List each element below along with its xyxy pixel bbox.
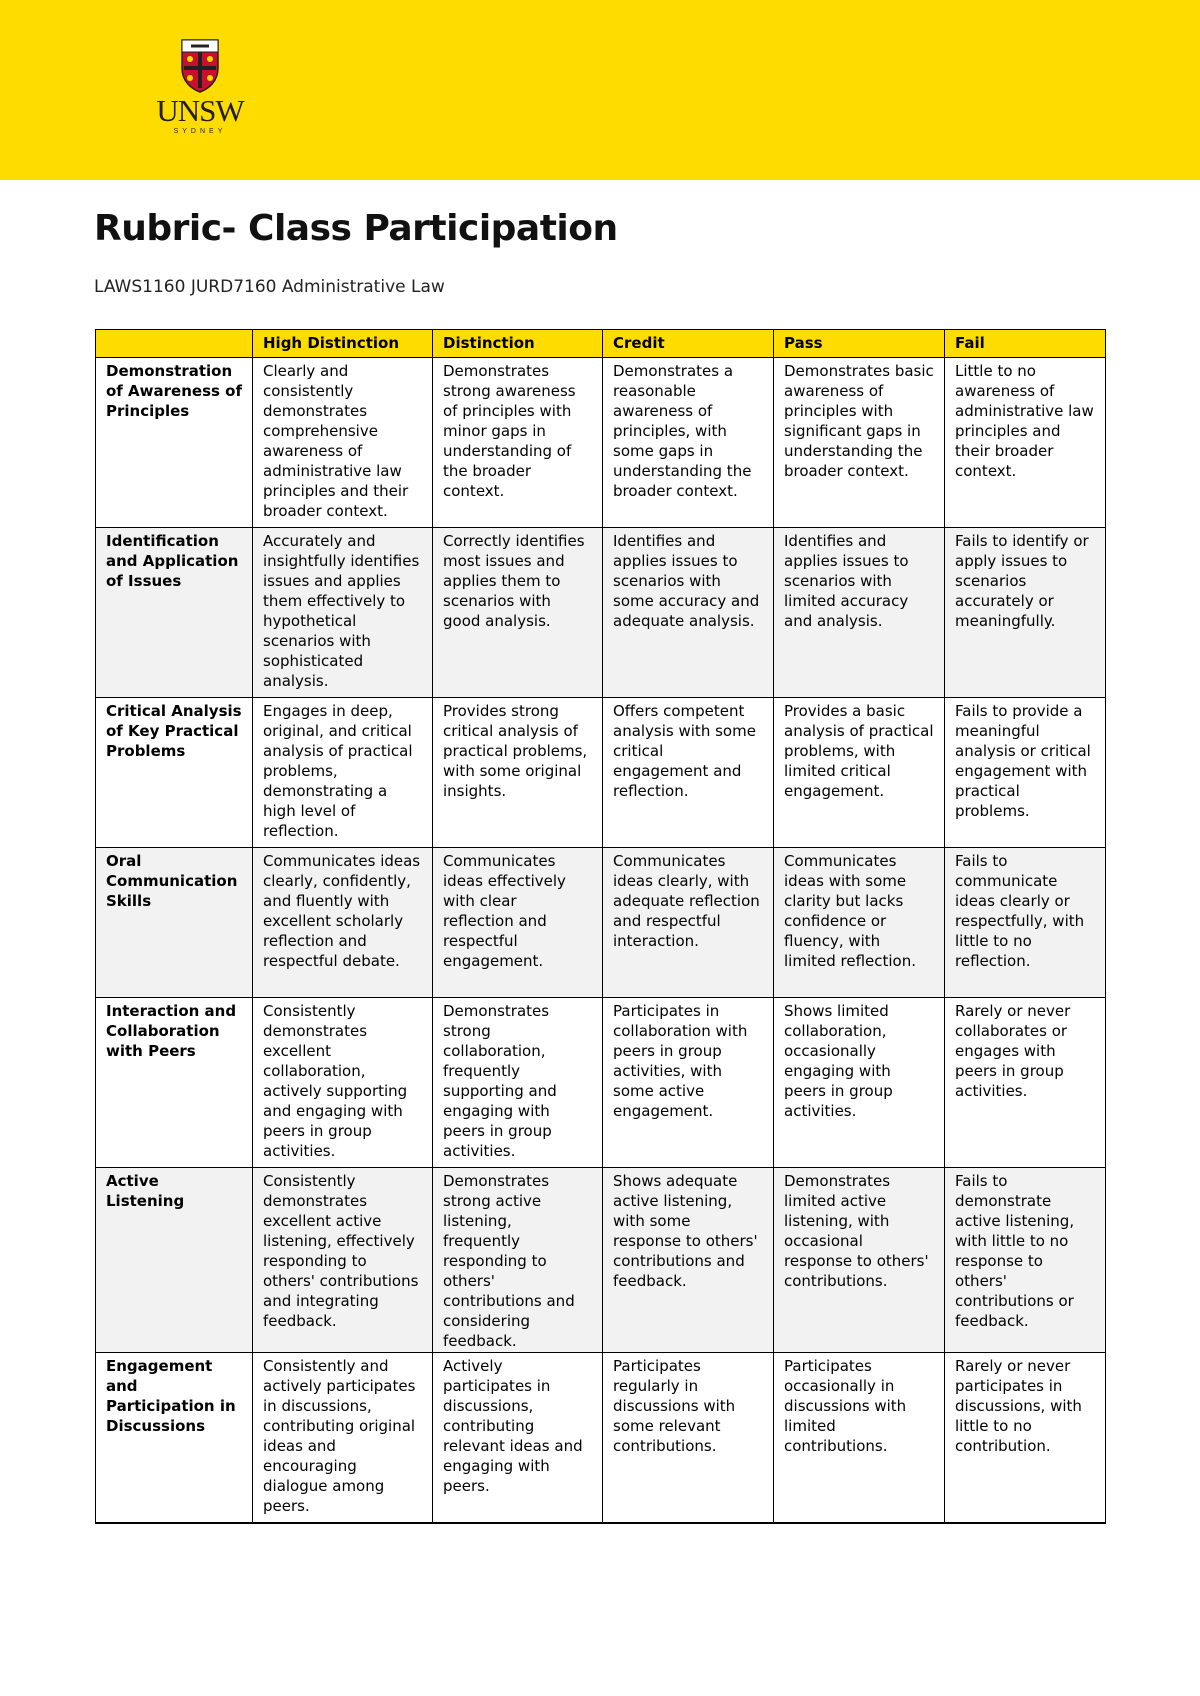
- table-cell: Demonstrates strong active listening, frequently responding to others' contributions and considering feedback.: [433, 1168, 603, 1353]
- table-cell: Provides strong critical analysis of practical problems, with some original insights.: [433, 698, 603, 848]
- table-cell: Rarely or never participates in discussions, with little to no contribution.: [945, 1353, 1106, 1523]
- table-cell: Fails to identify or apply issues to scenarios accurately or meaningfully.: [945, 528, 1106, 698]
- table-cell: Clearly and consistently demonstrates comprehensive awareness of administrative law principles and their broader context.: [253, 358, 433, 528]
- table-cell: Communicates ideas clearly, confidently, and fluently with excellent scholarly reflection and respectful debate.: [253, 848, 433, 998]
- header-row: [96, 330, 1106, 358]
- table-cell: Participates occasionally in discussions with limited contributions.: [774, 1353, 945, 1523]
- table-cell: Shows adequate active listening, with some response to others' contributions and feedback.: [603, 1168, 774, 1353]
- table-cell: Shows limited collaboration, occasionally engaging with peers in group activities.: [774, 998, 945, 1168]
- table-cell: Communicates ideas with some clarity but lacks confidence or fluency, with limited reflection.: [774, 848, 945, 998]
- column-header-criteria: [96, 330, 253, 358]
- criterion-cell: Oral Communication Skills: [96, 848, 253, 998]
- table-cell: Participates regularly in discussions with some relevant contributions.: [603, 1353, 774, 1523]
- column-header-credit: Credit: [603, 330, 774, 358]
- table-cell: Correctly identifies most issues and applies them to scenarios with good analysis.: [433, 528, 603, 698]
- table-cell: Demonstrates strong collaboration, frequently supporting and engaging with peers in group activities.: [433, 998, 603, 1168]
- table-cell: Accurately and insightfully identifies issues and applies them effectively to hypothetical scenarios with sophisticated analysis.: [253, 528, 433, 698]
- criterion-cell: Demonstration of Awareness of Principles: [96, 358, 253, 528]
- criterion-cell: Identification and Application of Issues: [96, 528, 253, 698]
- logo-subtext: SYDNEY: [173, 128, 227, 135]
- table-cell: Identifies and applies issues to scenarios with limited accuracy and analysis.: [774, 528, 945, 698]
- table-cell: Participates in collaboration with peers in group activities, with some active engagement.: [603, 998, 774, 1168]
- table-row: [96, 1353, 1106, 1523]
- table-cell: Fails to communicate ideas clearly or respectfully, with little to no reflection.: [945, 848, 1106, 998]
- table-cell: Consistently demonstrates excellent active listening, effectively responding to others' contributions and integrating feedback.: [253, 1168, 433, 1353]
- table-cell: Offers competent analysis with some critical engagement and reflection.: [603, 698, 774, 848]
- criterion-cell: Interaction and Collaboration with Peers: [96, 998, 253, 1168]
- column-header-distinction: Distinction: [433, 330, 603, 358]
- column-header-high-distinction: High Distinction: [253, 330, 433, 358]
- table-row: [96, 528, 1106, 698]
- table-cell: Demonstrates strong awareness of principles with minor gaps in understanding of the broader context.: [433, 358, 603, 528]
- page-title: Rubric- Class Participation: [94, 208, 618, 249]
- course-subtitle: LAWS1160 JURD7160 Administrative Law: [94, 277, 445, 297]
- criterion-cell: Engagement and Participation in Discussions: [96, 1353, 253, 1523]
- table-cell: Fails to provide a meaningful analysis or critical engagement with practical problems.: [945, 698, 1106, 848]
- criterion-cell: Critical Analysis of Key Practical Problems: [96, 698, 253, 848]
- table-cell: Demonstrates a reasonable awareness of principles, with some gaps in understanding the broader context.: [603, 358, 774, 528]
- table-cell: Engages in deep, original, and critical analysis of practical problems, demonstrating a high level of reflection.: [253, 698, 433, 848]
- table-cell: Provides a basic analysis of practical problems, with limited critical engagement.: [774, 698, 945, 848]
- table-cell: Rarely or never collaborates or engages with peers in group activities.: [945, 998, 1106, 1168]
- header-banner: [0, 0, 1200, 180]
- table-row: [96, 1168, 1106, 1353]
- logo-wordmark: UNSW: [156, 93, 244, 128]
- criterion-cell: Active Listening: [96, 1168, 253, 1353]
- table-cell: Little to no awareness of administrative law principles and their broader context.: [945, 358, 1106, 528]
- table-cell: Demonstrates basic awareness of principles with significant gaps in understanding the broader context.: [774, 358, 945, 528]
- unsw-logo: [150, 38, 250, 138]
- table-row: [96, 848, 1106, 998]
- table-cell: Identifies and applies issues to scenarios with some accuracy and adequate analysis.: [603, 528, 774, 698]
- table-cell: Consistently and actively participates in discussions, contributing original ideas and encouraging dialogue among peers.: [253, 1353, 433, 1523]
- table-cell: Demonstrates limited active listening, with occasional response to others' contributions.: [774, 1168, 945, 1353]
- coat-of-arms-icon: [180, 38, 220, 94]
- table-cell: Fails to demonstrate active listening, with little to no response to others' contributions or feedback.: [945, 1168, 1106, 1353]
- table-cell: Communicates ideas effectively with clear reflection and respectful engagement.: [433, 848, 603, 998]
- table-cell: Consistently demonstrates excellent collaboration, actively supporting and engaging with peers in group activities.: [253, 998, 433, 1168]
- table-row: [96, 698, 1106, 848]
- table-cell: Communicates ideas clearly, with adequate reflection and respectful interaction.: [603, 848, 774, 998]
- table-row: [96, 358, 1106, 528]
- table-cell: Actively participates in discussions, contributing relevant ideas and engaging with peers.: [433, 1353, 603, 1523]
- column-header-fail: Fail: [945, 330, 1106, 358]
- column-header-pass: Pass: [774, 330, 945, 358]
- table-row: [96, 998, 1106, 1168]
- rubric-table: [95, 329, 1106, 1524]
